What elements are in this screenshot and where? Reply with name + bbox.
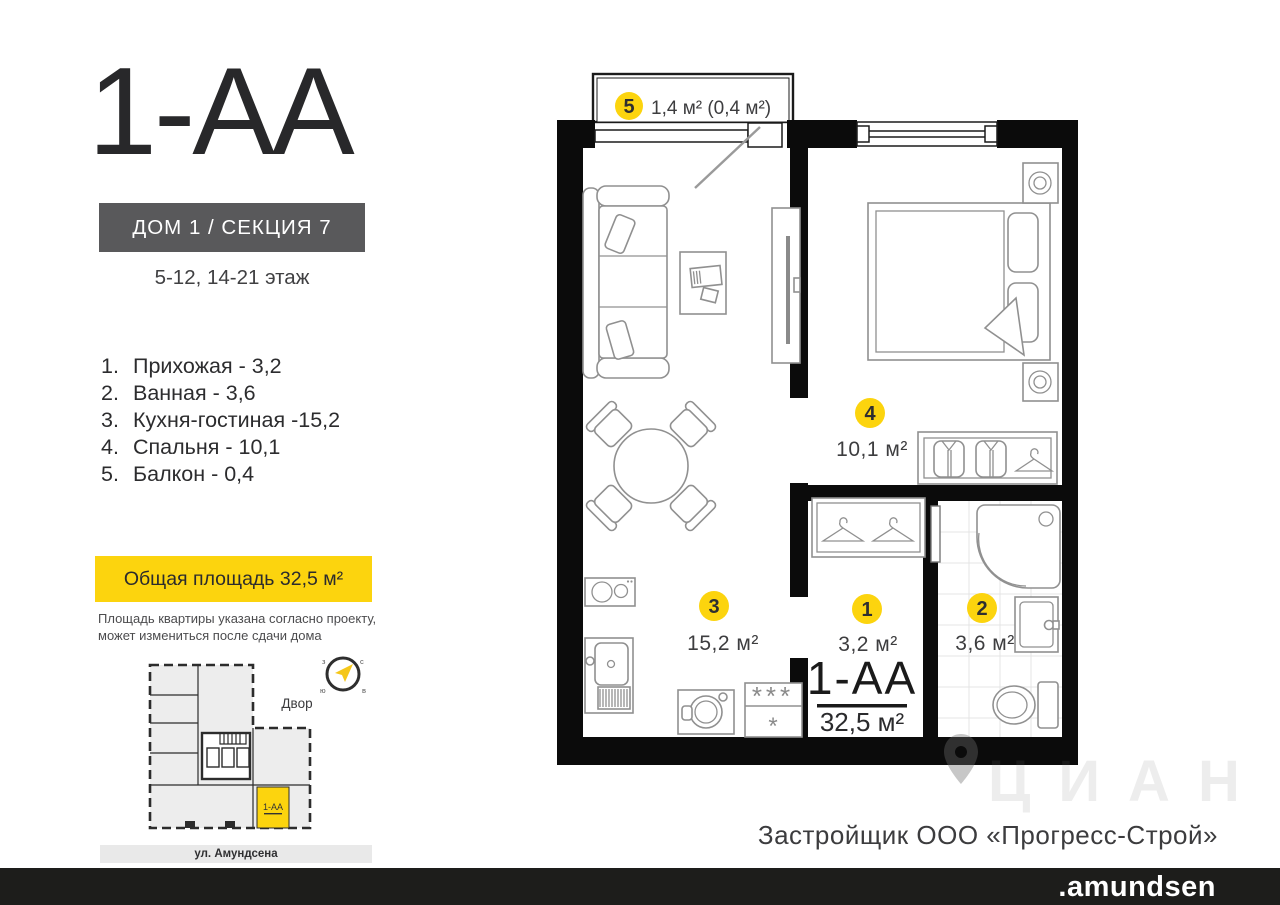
bed [868, 203, 1050, 360]
legend-label: Спальня - 10,1 [133, 435, 281, 459]
shirt-icon [934, 441, 964, 477]
brand-logo: .amundsen [1058, 871, 1216, 903]
room-legend [101, 353, 340, 488]
legend-label: Прихожая - 3,2 [133, 354, 282, 378]
tv-unit [772, 208, 800, 363]
building-section-badge: ДОМ 1 / СЕКЦИЯ 7 [99, 203, 365, 252]
legend-label: Ванная - 3,6 [133, 381, 256, 405]
plan-unit-title [807, 652, 917, 737]
stove-symbol-row2: * [768, 713, 778, 740]
legend-num: 1. [101, 354, 119, 378]
room-number: 2 [976, 598, 988, 620]
legend-label: Балкон - 0,4 [133, 462, 255, 486]
compass-icon [320, 657, 366, 695]
bathroom-door [931, 506, 940, 562]
balcony-door [595, 123, 782, 188]
sofa [583, 186, 669, 378]
map-pin-watermark-icon [944, 734, 978, 798]
shower-tray [977, 505, 1060, 588]
toilet [993, 682, 1058, 728]
courtyard-label: Двор [281, 696, 313, 711]
legend-item [101, 353, 340, 380]
plan-unit-code: 1-АА [806, 652, 918, 704]
bathroom-sink [1015, 597, 1059, 652]
watermark-text: ЦИАН [988, 749, 1268, 814]
floor-plan [550, 60, 1090, 775]
legend-num: 5. [101, 462, 119, 486]
nightstand-top [1023, 163, 1058, 203]
coffee-table [680, 252, 726, 314]
room-area: 15,2 м² [687, 632, 759, 655]
mini-floor-map [90, 645, 390, 845]
compass-west: з [322, 657, 326, 666]
disclaimer-line: может измениться после сдачи дома [98, 628, 322, 643]
room-area: 1,4 м² (0,4 м²) [651, 98, 772, 119]
legend-item [101, 380, 340, 407]
brand-bar [0, 868, 1280, 905]
label-bathroom [955, 593, 1014, 655]
legend-num: 3. [101, 408, 119, 432]
legend-item [101, 434, 340, 461]
room-number: 5 [623, 96, 635, 118]
room-number: 1 [861, 599, 873, 621]
room-number: 3 [708, 596, 720, 618]
unit-label: 1-АА [262, 802, 284, 812]
bedroom-window [857, 122, 997, 146]
room-area: 3,6 м² [955, 632, 1015, 655]
floors-range: 5-12, 14-21 этаж [154, 266, 310, 289]
bedroom-wardrobe [918, 432, 1057, 484]
disclaimer-line: Площадь квартиры указана согласно проекту, [98, 611, 377, 626]
page-title: 1-АА [88, 43, 352, 181]
label-hallway [838, 594, 897, 656]
highlighted-unit [257, 787, 289, 828]
developer-credit: Застройщик ООО «Прогресс-Строй» [757, 820, 1218, 850]
nightstand-bottom [1023, 363, 1058, 401]
room-area: 3,2 м² [838, 633, 898, 656]
street-label: ул. Амундсена [100, 845, 372, 863]
compass-south: ю [320, 686, 326, 695]
kitchen-sink [585, 638, 633, 713]
hall-wardrobe [812, 498, 925, 557]
stove-cabinet [745, 681, 802, 740]
label-kitchen-living [687, 591, 759, 655]
legend-num: 2. [101, 381, 119, 405]
plan-unit-area: 32,5 м² [819, 707, 905, 737]
washing-machine [678, 690, 734, 734]
total-area-banner: Общая площадь 32,5 м² [95, 556, 372, 602]
room-area: 10,1 м² [836, 438, 908, 461]
legend-item [101, 407, 340, 434]
area-disclaimer [98, 610, 398, 644]
legend-num: 4. [101, 435, 119, 459]
cooktop [585, 578, 635, 606]
legend-label: Кухня-гостиная -15,2 [133, 408, 341, 432]
room-number: 4 [864, 403, 876, 425]
shirt-icon [976, 441, 1006, 477]
legend-item [101, 461, 340, 488]
label-bedroom [836, 398, 908, 461]
compass-north: с [360, 657, 364, 666]
stove-symbol-row1: *** [751, 681, 795, 711]
compass-east: в [362, 686, 366, 695]
dining-table [585, 400, 717, 532]
